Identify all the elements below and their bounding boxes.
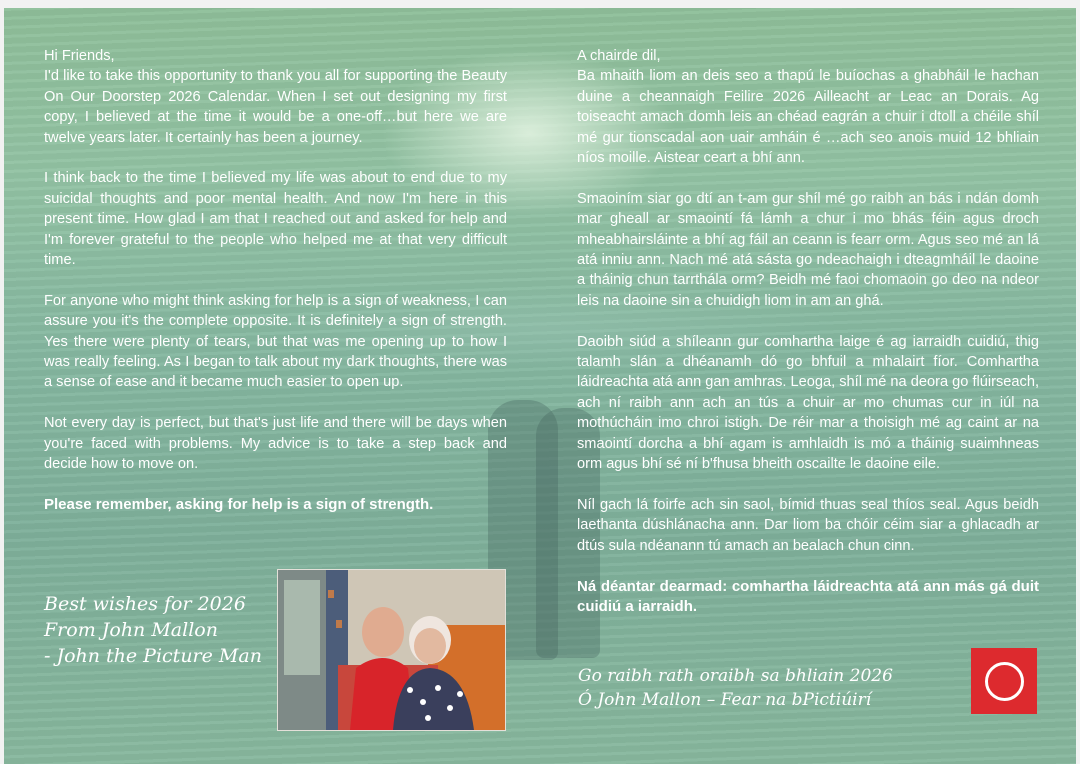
paragraph-english-3: For anyone who might think asking for help is a sign of weakness, I can assure you it's the complete opposite. It is definitely a sign of strength. Yes there were plenty of tears, but that was me opening up to how I was really feeling. As I began to talk about my dark thoughts, there was a sense of ease and it became much easier to open up. [44,292,507,391]
letter-page [4,8,1076,764]
paragraph-english-4: Not every day is perfect, but that's just life and there will be days when you're faced with problems. My advice is to take a step back and decide how to move on. [44,415,507,473]
red-square-logo [971,648,1037,714]
signature-line: From John Mallon [44,619,218,641]
paragraph-english-2: I think back to the time I believed my life was about to end due to my suicidal thoughts and poor mental health. And now I'm here in this present time. How glad I am that I reached out and asked for help and I'm forever grateful to the people who helped me at that very difficult time. [44,170,507,269]
greeting-irish: A chairde dil, [577,48,661,64]
signature-line: Best wishes for 2026 [44,593,246,615]
circle-ring-icon [985,662,1024,701]
greeting-english: Hi Friends, [44,48,115,64]
irish-letter [577,46,1039,638]
signature-irish [578,664,978,712]
paragraph-irish-2: Smaoiním siar go dtí an t-am gur shíl mé go raibh an bás i ndán domh mar gheall ar smaointí fá lámh a chur i mo bhás féin agus droch mheabhairsláinte a bhí ag fáil an ceann is fearr orm. Agus seo mé an lá atá inniu ann. Nach mé atá sásta go ndeachaigh i dteagmháil le daoine a tháinig chun tarrthála orm? Beidh mé faoi chomaoin go deo na ndeor leis na daoine sin a chuidigh liom in am an ghá. [577,190,1039,309]
paragraph-irish-3: Daoibh siúd a shíleann gur comhartha laige é ag iarraidh cuidiú, thig talamh slán a dhéanamh dó go bhfuil a mhalairt fíor. Comhartha láidreachta atá ann gan amhras. Leoga, shíl mé na deora go flúirseach, ach ní raibh ann ach an tús a chuir ar mo chumas cur in iúl na mothúcháin imo chroi istigh. De réir mar a thoisigh mé ag caint ar na smaointí dorcha a bhí agam is amhlaidh is mó a tháinig suaimhneas orm agus bhí sé ní b'fhusa bheith oscailte le daoine eile. [577,333,1039,473]
closing-irish: Ná déantar dearmad: comhartha láidreachta atá ann más gá duit cuidiú a iarraidh. [577,577,1039,615]
signature-line: - John the Picture Man [44,645,262,667]
paragraph-irish-4: Níl gach lá foirfe ach sin saol, bímid thuas seal thíos seal. Agus beidh laethanta dúshlánacha ann. Dar liom ba chóir céim siar a ghlacadh ar dtús sula ndéanann tú amach an bealach chun cinn. [577,496,1039,554]
signature-line: Ó John Mallon – Fear na bPictiúirí [578,690,872,710]
couple-photo [277,569,506,731]
signature-english [44,591,274,669]
photo-illustration [278,570,505,730]
paragraph-english-1: I'd like to take this opportunity to thank you all for supporting the Beauty On Our Doorstep 2026 Calendar. When I set out designing my first copy, I believed at the time it would be a one-off…but here we are twelve years later. It certainly has been a journey. [44,68,507,146]
english-letter [44,46,507,536]
closing-english: Please remember, asking for help is a sign of strength. [44,495,434,513]
signature-line: Go raibh rath oraibh sa bhliain 2026 [578,666,893,686]
paragraph-irish-1: Ba mhaith liom an deis seo a thapú le buíochas a ghabháil le hachan duine a cheannaigh Feilire 2026 Ailleacht ar Leac an Dorais. Ag toiseacht amach domh leis an chéad eagrán a chuir i dtoll a chéile shíl mé gur tionscadal aon uair amháin é …ach seo anois muid 12 bhliain níos moille. Aistear ceart a bhí ann. [577,68,1039,167]
